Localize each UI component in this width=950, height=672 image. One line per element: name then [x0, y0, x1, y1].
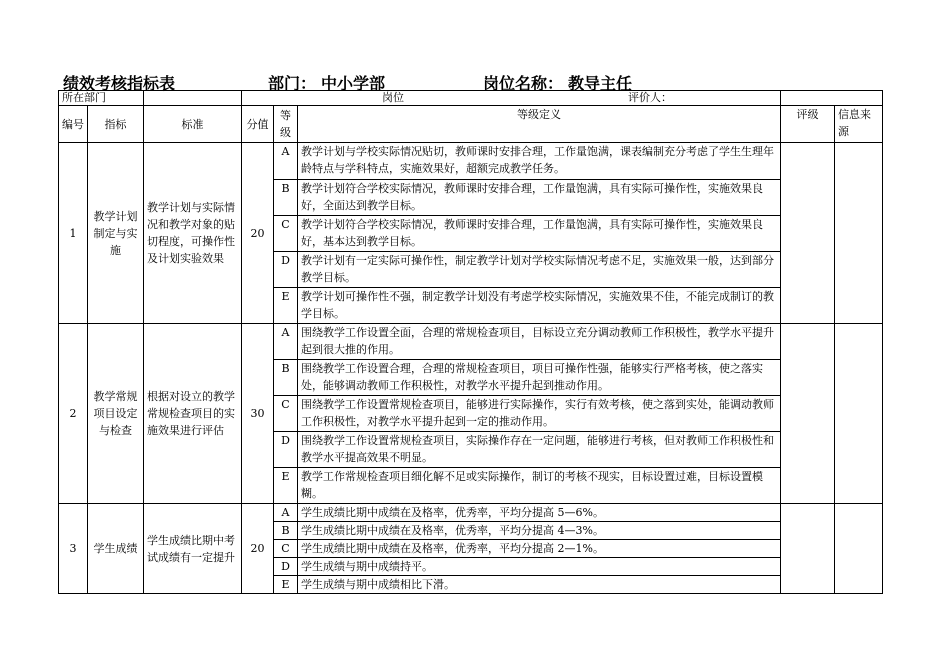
- info-post-label: 岗位: [382, 91, 404, 104]
- grade-definition: 围绕教学工作设置合理，合理的常规检查项目，项目可操作性强，能够实行严格考核，使之落实处，能够调动教师工作积极性，对教学水平提升起到推动作用。: [298, 360, 781, 396]
- grade-letter: C: [274, 540, 298, 558]
- info-blank: [781, 91, 883, 106]
- row-indicator: 教学计划制定与实施: [88, 143, 144, 324]
- grade-letter: E: [274, 288, 298, 324]
- row-indicator: 教学常规项目设定与检查: [88, 324, 144, 504]
- rating-cell[interactable]: [781, 143, 835, 324]
- dept-label: 部门：: [268, 74, 317, 93]
- table-row: [59, 143, 883, 180]
- grade-letter: D: [274, 432, 298, 468]
- grade-letter: E: [274, 468, 298, 504]
- header: [63, 71, 883, 91]
- grade-letter: D: [274, 558, 298, 576]
- grade-letter: A: [274, 143, 298, 180]
- row-number: 3: [59, 504, 88, 594]
- rating-cell[interactable]: [781, 324, 835, 504]
- grade-letter: C: [274, 216, 298, 252]
- col-number: 编号: [59, 106, 88, 143]
- table-row: [59, 324, 883, 360]
- grade-letter: A: [274, 324, 298, 360]
- grade-definition: 学生成绩比期中成绩在及格率，优秀率，平均分提高 4—3%。: [298, 522, 781, 540]
- col-grade: 等级: [274, 106, 298, 143]
- col-score: 分值: [242, 106, 274, 143]
- grade-definition: 学生成绩比期中成绩在及格率，优秀率，平均分提高 2—1%。: [298, 540, 781, 558]
- col-rating: 评级: [781, 106, 835, 143]
- evaluation-table: [58, 90, 883, 594]
- grade-definition: 教学计划有一定实际可操作性，制定教学计划对学校实际情况考虑不足，实施效果一般，达到部分教学目标。: [298, 252, 781, 288]
- grade-definition: 教学计划符合学校实际情况，教师课时安排合理，工作量饱满，具有实际可操作性，实施效果良好，基本达到教学目标。: [298, 216, 781, 252]
- position-value: 教导主任: [568, 74, 633, 93]
- grade-letter: D: [274, 252, 298, 288]
- row-indicator: 学生成绩: [88, 504, 144, 594]
- row-number: 2: [59, 324, 88, 504]
- source-cell[interactable]: [835, 324, 883, 504]
- info-row: [59, 91, 883, 106]
- row-score: 20: [242, 504, 274, 594]
- info-dept-value: [144, 91, 242, 106]
- grade-definition: 学生成绩与期中成绩相比下滑。: [298, 576, 781, 594]
- row-score: 20: [242, 143, 274, 324]
- info-evaluator: 评价人：: [628, 91, 672, 104]
- col-indicator: 指标: [88, 106, 144, 143]
- grade-definition: 教学计划与学校实际情况贴切，教师课时安排合理，工作量饱满，课表编制充分考虑了学生生理年龄特点与学科特点，实施效果好，超额完成教学任务。: [298, 143, 781, 180]
- grade-definition: 围绕教学工作设置全面，合理的常规检查项目，目标设立充分调动教师工作积极性，教学水平提升起到很大推的作用。: [298, 324, 781, 360]
- dept-value: 中小学部: [321, 74, 386, 93]
- grade-definition: 教学计划符合学校实际情况，教师课时安排合理，工作量饱满，具有实际可操作性，实施效果良好，全面达到教学目标。: [298, 180, 781, 216]
- row-standard: 学生成绩比期中考试成绩有一定提升: [144, 504, 242, 594]
- grade-definition: 围绕教学工作设置常规检查项目，能够进行实际操作，实行有效考核，使之落到实处，能调动教师工作积极性，对教学水平提升起到一定的推动作用。: [298, 396, 781, 432]
- row-standard: 教学计划与实际情况和教学对象的贴切程度，可操作性及计划实验效果: [144, 143, 242, 324]
- position-label: 岗位名称：: [483, 74, 564, 93]
- source-cell[interactable]: [835, 504, 883, 594]
- rating-cell[interactable]: [781, 504, 835, 594]
- info-post: [242, 91, 781, 106]
- grade-letter: B: [274, 180, 298, 216]
- col-definition: 等级定义: [298, 106, 781, 143]
- grade-letter: E: [274, 576, 298, 594]
- grade-definition: 围绕教学工作设置常规检查项目，实际操作存在一定问题，能够进行考核，但对教师工作积极性和教学水平提高效果不明显。: [298, 432, 781, 468]
- col-source: 信息来源: [835, 106, 883, 143]
- grade-letter: B: [274, 522, 298, 540]
- table-row: [59, 504, 883, 522]
- row-number: 1: [59, 143, 88, 324]
- grade-letter: B: [274, 360, 298, 396]
- grade-definition: 教学工作常规检查项目细化解不足或实际操作，制订的考核不现实，目标设置过难，目标设置模糊。: [298, 468, 781, 504]
- info-dept: 所在部门: [59, 91, 144, 106]
- grade-definition: 学生成绩比期中成绩在及格率，优秀率，平均分提高 5—6%。: [298, 504, 781, 522]
- row-score: 30: [242, 324, 274, 504]
- col-standard: 标准: [144, 106, 242, 143]
- row-standard: 根据对设立的教学常规检查项目的实施效果进行评估: [144, 324, 242, 504]
- header-row: [59, 106, 883, 143]
- grade-definition: 学生成绩与期中成绩持平。: [298, 558, 781, 576]
- grade-letter: A: [274, 504, 298, 522]
- grade-letter: C: [274, 396, 298, 432]
- source-cell[interactable]: [835, 143, 883, 324]
- grade-definition: 教学计划可操作性不强，制定教学计划没有考虑学校实际情况，实施效果不佳，不能完成制订的教学目标。: [298, 288, 781, 324]
- table-title: 绩效考核指标表: [63, 74, 176, 93]
